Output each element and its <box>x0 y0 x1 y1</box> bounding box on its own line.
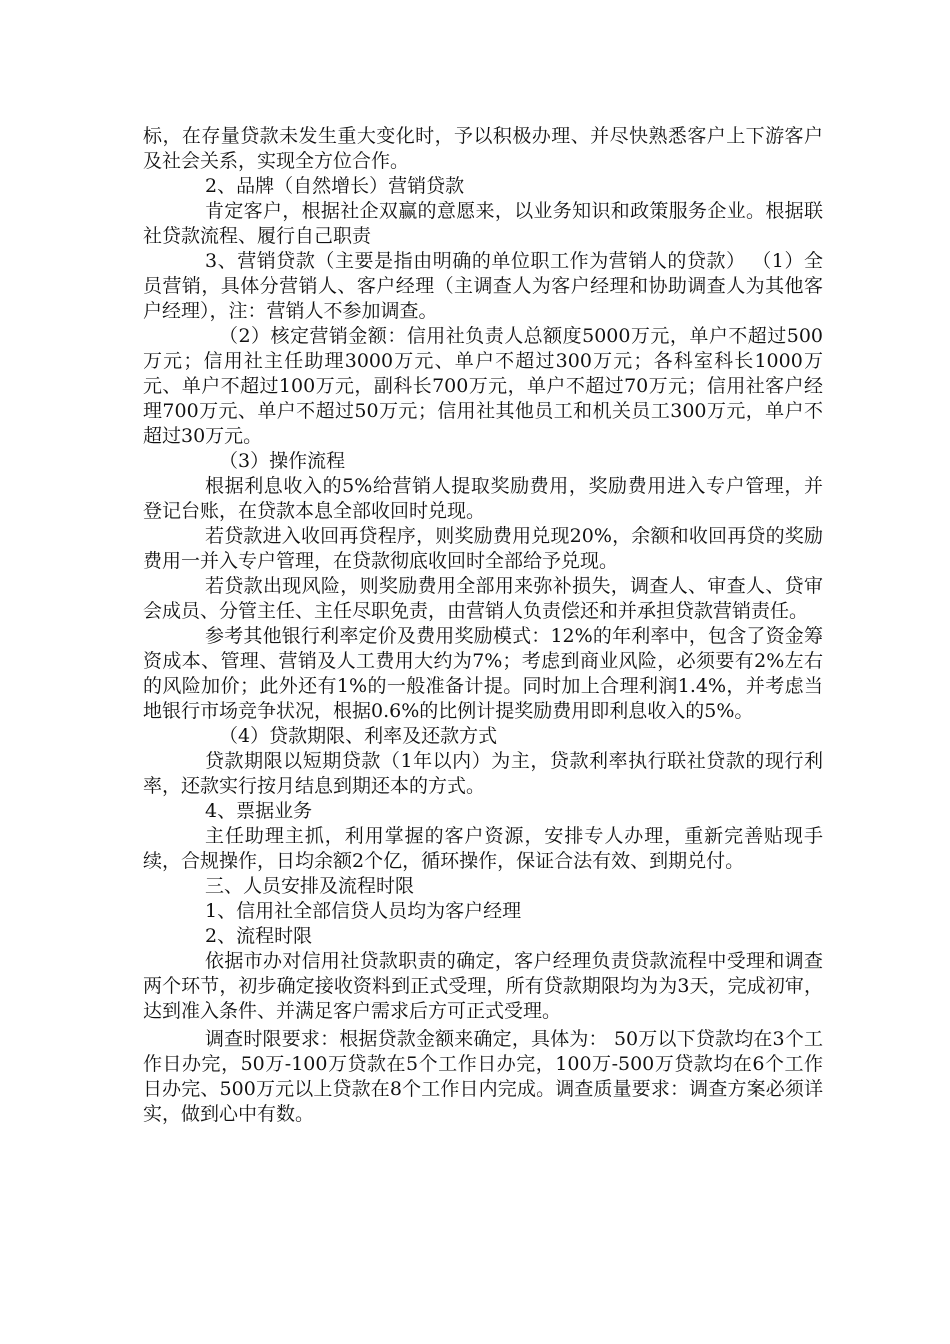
paragraph-reward-fees: 根据利息收入的5%给营销人提取奖励费用，奖励费用进入专户管理，并登记台账，在贷款本息全部收回时兑现。 <box>143 475 823 522</box>
list-item-process-time-limits: 2、流程时限 <box>205 925 313 947</box>
paragraph-continuation: 标，在存量贷款未发生重大变化时，予以积极办理、并尽快熟悉客户上下游客户及社会关系，实现全方位合作。 <box>143 125 823 172</box>
heading-loan-terms: （4）贷款期限、利率及还款方式 <box>219 725 498 747</box>
paragraph-loan-terms: 贷款期限以短期贷款（1年以内）为主，贷款利率执行联社贷款的现行利率，还款实行按月结息到期还本的方式。 <box>143 750 823 797</box>
paragraph-marketing-amounts: （2）核定营销金额：信用社负责人总额度5000万元，单户不超过500万元；信用社主任助理3000万元、单户不超过300万元；各科室科长1000万元、单户不超过100万元，副科长700万元，单户不超过70万元；信用社客户经理700万元、单户不超过50万元；信用社其他员工和机关员工300万元，单户不超过30万元。 <box>143 325 823 447</box>
paragraph-rate-pricing: 参考其他银行利率定价及费用奖励模式：12%的年利率中，包含了资金筹资成本、管理、营销及人工费用大约为7%；考虑到商业风险，必须要有2%左右的风险加价；此外还有1%的一般准备计提。同时加上合理利润1.4%，并考虑当地银行市场竞争状况，根据0.6%的比例计提奖励费用即利息收入的5%。 <box>143 625 823 722</box>
list-item-account-managers: 1、信用社全部信贷人员均为客户经理 <box>205 900 522 922</box>
paragraph-bill-business: 主任助理主抓，利用掌握的客户资源，安排专人办理，重新完善贴现手续，合规操作，日均余额2个亿，循环操作，保证合法有效、到期兑付。 <box>143 825 823 872</box>
paragraph-affirm-clients: 肯定客户，根据社企双赢的意愿来，以业务知识和政策服务企业。根据联社贷款流程、履行自己职责 <box>143 200 823 247</box>
heading-staffing-and-time-limits: 三、人员安排及流程时限 <box>205 875 415 897</box>
heading-bill-business: 4、票据业务 <box>205 800 313 822</box>
paragraph-reloan-procedure: 若贷款进入收回再贷程序，则奖励费用兑现20%，余额和收回再贷的奖励费用一并入专户管理，在贷款彻底收回时全部给予兑现。 <box>143 525 823 572</box>
paragraph-marketing-loans: 3、营销贷款（主要是指由明确的单位职工作为营销人的贷款） （1）全员营销，具体分营销人、客户经理（主调查人为客户经理和协助调查人为其他客户经理），注：营销人不参加调查。 <box>143 250 823 322</box>
paragraph-loan-risk: 若贷款出现风险，则奖励费用全部用来弥补损失，调查人、审查人、贷审会成员、分管主任、主任尽职免责，由营销人负责偿还和并承担贷款营销责任。 <box>143 575 823 622</box>
document-body <box>143 124 823 1127</box>
heading-brand-marketing-loans: 2、品牌（自然增长）营销贷款 <box>205 175 465 197</box>
heading-operating-procedure: （3）操作流程 <box>219 450 346 472</box>
paragraph-process-time-limits: 依据市办对信用社贷款职责的确定，客户经理负责贷款流程中受理和调查两个环节，初步确定接收资料到正式受理，所有贷款期限均为为3天，完成初审，达到准入条件、并满足客户需求后方可正式受理。 <box>143 950 823 1022</box>
paragraph-investigation-time-limits: 调查时限要求：根据贷款金额来确定，具体为： 50万以下贷款均在3个工作日办完，50万-100万贷款在5个工作日办完，100万-500万贷款均在6个工作日办完、500万元以上贷款在8个工作日内完成。调查质量要求：调查方案必须详实，做到心中有数。 <box>143 1028 823 1125</box>
